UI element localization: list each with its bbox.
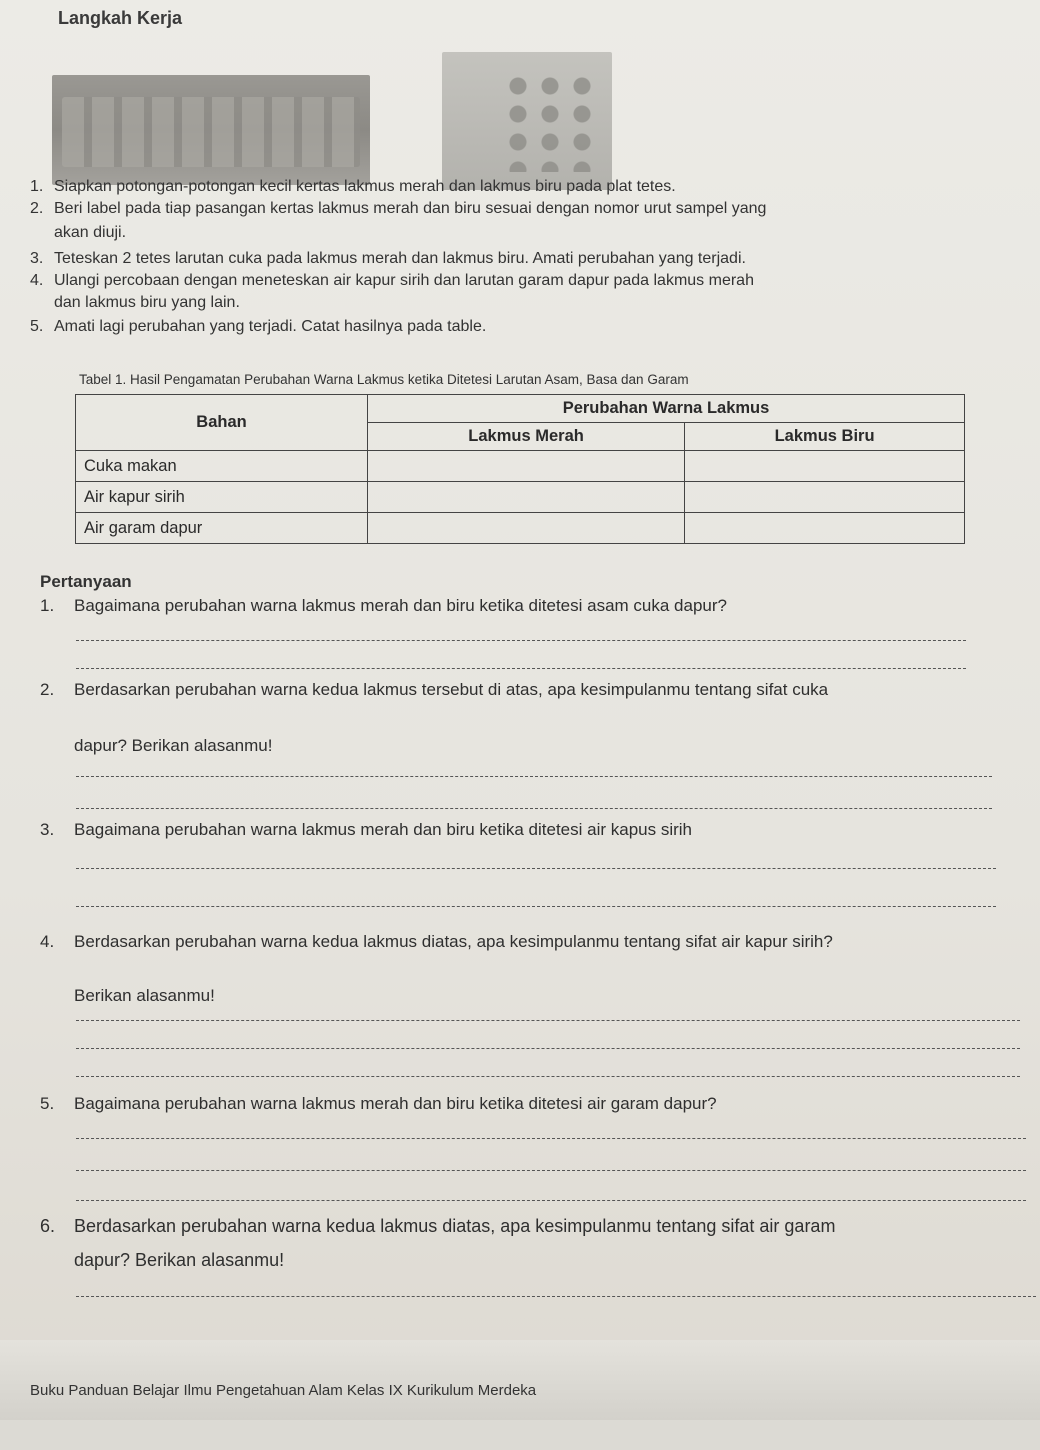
- question-4-cont: Berikan alasanmu!: [74, 986, 215, 1005]
- answer-line[interactable]: [76, 808, 992, 809]
- col-lakmus-merah: Lakmus Merah: [368, 423, 685, 451]
- question-6-cont: dapur? Berikan alasanmu!: [74, 1250, 285, 1270]
- question-2-cont: dapur? Berikan alasanmu!: [74, 736, 273, 755]
- row-label: Air kapur sirih: [76, 482, 368, 513]
- question-3: 3. Bagaimana perubahan warna lakmus merah dan biru ketika ditetesi air kapus sirih: [40, 820, 693, 839]
- answer-line[interactable]: [76, 776, 992, 777]
- cell-biru[interactable]: [685, 482, 965, 513]
- question-1: 1. Bagaimana perubahan warna lakmus merah dan biru ketika ditetesi asam cuka dapur?: [40, 596, 727, 615]
- drop-plate-photo: [442, 52, 612, 190]
- cell-biru[interactable]: [685, 513, 965, 544]
- step-1: 1. Siapkan potongan-potongan kecil kertas lakmus merah dan lakmus biru pada plat tetes.: [30, 178, 676, 195]
- cell-merah[interactable]: [368, 482, 685, 513]
- col-perubahan: Perubahan Warna Lakmus: [368, 395, 965, 423]
- answer-line[interactable]: [76, 1170, 1026, 1171]
- observation-table: [75, 394, 965, 544]
- answer-line[interactable]: [76, 1138, 1026, 1139]
- question-2: 2. Berdasarkan perubahan warna kedua lakmus tersebut di atas, apa kesimpulanmu tentang sifat cuka: [40, 680, 829, 699]
- table-row: [76, 513, 965, 544]
- litmus-plate-photo: [52, 75, 370, 185]
- answer-line[interactable]: [76, 1296, 1036, 1297]
- step-5: 5. Amati lagi perubahan yang terjadi. Catat hasilnya pada table.: [30, 318, 487, 335]
- cell-biru[interactable]: [685, 451, 965, 482]
- table-row: [76, 451, 965, 482]
- step-2-cont: akan diuji.: [54, 224, 127, 241]
- step-2: 2. Beri label pada tiap pasangan kertas lakmus merah dan biru sesuai dengan nomor urut sampel yang: [30, 200, 767, 217]
- question-6: 6. Berdasarkan perubahan warna kedua lakmus diatas, apa kesimpulanmu tentang sifat air garam: [40, 1216, 836, 1236]
- table-row: [76, 482, 965, 513]
- cell-merah[interactable]: [368, 513, 685, 544]
- page-edge: [0, 1420, 1040, 1450]
- row-label: Cuka makan: [76, 451, 368, 482]
- footer-band: [0, 1340, 1040, 1420]
- question-4: 4. Berdasarkan perubahan warna kedua lakmus diatas, apa kesimpulanmu tentang sifat air kapur sirih?: [40, 932, 833, 951]
- col-lakmus-biru: Lakmus Biru: [685, 423, 965, 451]
- answer-line[interactable]: [76, 1200, 1026, 1201]
- book-footer: Buku Panduan Belajar Ilmu Pengetahuan Alam Kelas IX Kurikulum Merdeka: [30, 1382, 537, 1399]
- question-5: 5. Bagaimana perubahan warna lakmus merah dan biru ketika ditetesi air garam dapur?: [40, 1094, 717, 1113]
- answer-line[interactable]: [76, 868, 996, 869]
- col-bahan: Bahan: [76, 395, 368, 451]
- table-caption: Tabel 1. Hasil Pengamatan Perubahan Warna Lakmus ketika Ditetesi Larutan Asam, Basa dan Garam: [79, 372, 689, 387]
- answer-line[interactable]: [76, 668, 966, 669]
- row-label: Air garam dapur: [76, 513, 368, 544]
- answer-line[interactable]: [76, 906, 996, 907]
- questions-heading: Pertanyaan: [40, 572, 132, 591]
- cell-merah[interactable]: [368, 451, 685, 482]
- answer-line[interactable]: [76, 1020, 1020, 1021]
- section-title: Langkah Kerja: [58, 8, 183, 28]
- answer-line[interactable]: [76, 1048, 1020, 1049]
- answer-line[interactable]: [76, 640, 966, 641]
- answer-line[interactable]: [76, 1076, 1020, 1077]
- step-4: 4. Ulangi percobaan dengan meneteskan air kapur sirih dan larutan garam dapur pada lakmus merah: [30, 272, 754, 289]
- step-4-cont: dan lakmus biru yang lain.: [54, 294, 240, 311]
- step-3: 3. Teteskan 2 tetes larutan cuka pada lakmus merah dan lakmus biru. Amati perubahan yang terjadi.: [30, 250, 746, 267]
